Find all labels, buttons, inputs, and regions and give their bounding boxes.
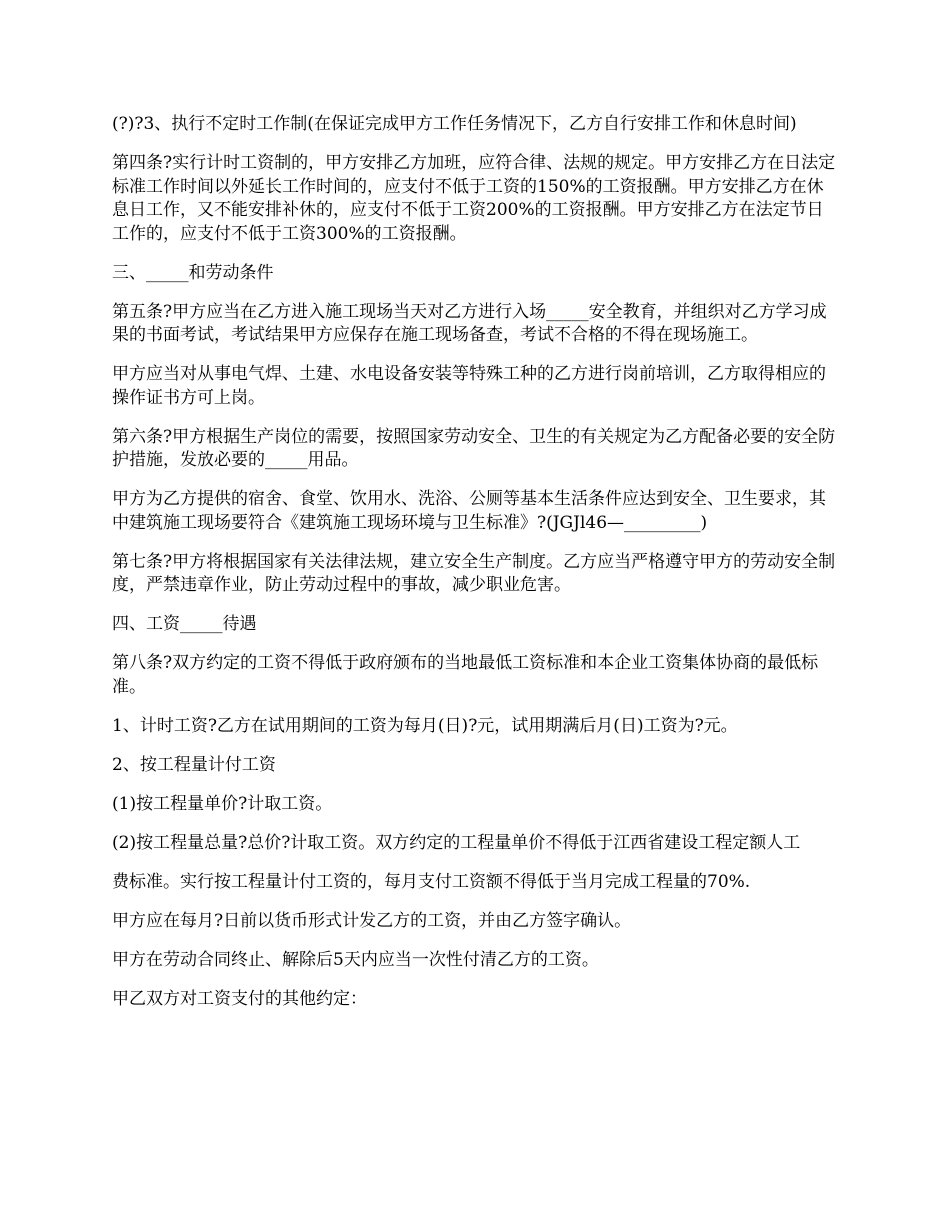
paragraph: 费标准。实行按工程量计付工资的，每月支付工资额不得低于当月完成工程量的70%.	[112, 871, 751, 892]
paragraph: (2)按工程量总量?总价?计取工资。双方约定的工程量单价不得低于江西省建设工程定额人工	[112, 832, 801, 853]
paragraph: 第四条?实行计时工资制的，甲方安排乙方加班，应符合律、法规的规定。甲方安排乙方在日法定标准工作时间以外延长工作时间的，应支付不低于工资的150%的工资报酬。甲方安排乙方在休息日工作，又不能安排补休的，应支付不低于工资200%的工资报酬。甲方安排乙方在法定节日工作的，应支付不低于工资300%的工资报酬。	[112, 153, 836, 244]
paragraph: 甲方在劳动合同终止、解除后5天内应当一次性付清乙方的工资。	[112, 949, 599, 970]
paragraph: (1)按工程量单价?计取工资。	[112, 793, 333, 814]
paragraph: (?)?3、执行不定时工作制(在保证完成甲方工作任务情况下，乙方自行安排工作和休息时间)	[112, 114, 797, 134]
paragraph: 甲方应当对从事电气焊、土建、水电设备安装等特殊工种的乙方进行岗前培训，乙方取得相应的操作证书方可上岗。	[112, 364, 826, 408]
paragraph: 甲方为乙方提供的宿舍、食堂、饮用水、洗浴、公厕等基本生活条件应达到安全、卫生要求，其中建筑施工现场要符合《建筑施工现场环境与卫生标准》?(JGJl46—_________)	[112, 489, 826, 533]
paragraph: 第五条?甲方应当在乙方进入施工现场当天对乙方进行入场_____安全教育，并组织对乙方学习成果的书面考试，考试结果甲方应保存在施工现场备查，考试不合格的不得在现场施工。	[112, 301, 827, 345]
section-heading: 四、工资_____待遇	[112, 614, 257, 634]
paragraph: 第六条?甲方根据生产岗位的需要，按照国家劳动安全、卫生的有关规定为乙方配备必要的安全防护措施，发放必要的_____用品。	[112, 426, 836, 470]
paragraph: 第八条?双方约定的工资不得低于政府颁布的当地最低工资标准和本企业工资集体协商的最低标准。	[112, 653, 819, 697]
paragraph: 第七条?甲方将根据国家有关法律法规，建立安全生产制度。乙方应当严格遵守甲方的劳动安全制度，严禁违章作业，防止劳动过程中的事故，减少职业危害。	[112, 551, 836, 595]
paragraph: 甲乙双方对工资支付的其他约定：	[112, 988, 367, 1009]
paragraph: 2、按工程量计付工资	[112, 754, 276, 775]
section-heading: 三、_____和劳动条件	[112, 262, 274, 283]
document-page	[112, 113, 840, 1027]
paragraph: 甲方应在每月?日前以货币形式计发乙方的工资，并由乙方签字确认。	[112, 910, 632, 931]
paragraph: 1、计时工资?乙方在试用期间的工资为每月(日)?元，试用期满后月(日)工资为?元。	[112, 715, 738, 736]
